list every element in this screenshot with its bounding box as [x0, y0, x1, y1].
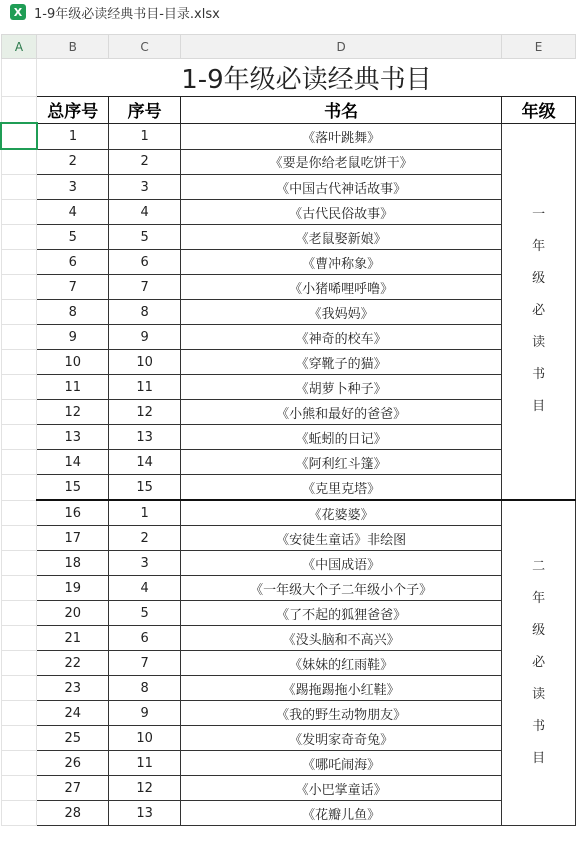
cell-no[interactable]: 6	[109, 626, 181, 651]
cell-total-no[interactable]: 6	[37, 250, 109, 275]
cell-a-title[interactable]	[1, 59, 37, 97]
window-titlebar	[0, 0, 576, 24]
cell-no[interactable]: 11	[109, 375, 181, 400]
cell-book-name[interactable]: 《神奇的校车》	[181, 325, 502, 350]
cell-a[interactable]	[1, 350, 37, 375]
cell-no[interactable]: 14	[109, 450, 181, 475]
table-row	[1, 676, 576, 701]
table-row	[1, 375, 576, 400]
spreadsheet-grid[interactable]	[0, 34, 576, 852]
cell-total-no[interactable]: 2	[37, 149, 109, 175]
cell-book-name[interactable]: 《老鼠娶新娘》	[181, 225, 502, 250]
cell-no[interactable]: 2	[109, 526, 181, 551]
cell-book-name[interactable]: 《我妈妈》	[181, 300, 502, 325]
cell-a[interactable]	[1, 651, 37, 676]
cell-total-no[interactable]: 24	[37, 701, 109, 726]
header-grade[interactable]: 年级	[502, 97, 576, 124]
cell-total-no[interactable]: 17	[37, 526, 109, 551]
cell-no[interactable]: 7	[109, 651, 181, 676]
cell-total-no[interactable]: 11	[37, 375, 109, 400]
cell-total-no[interactable]: 13	[37, 425, 109, 450]
cell-a[interactable]	[1, 801, 37, 826]
cell-no[interactable]: 13	[109, 801, 181, 826]
cell-total-no[interactable]: 12	[37, 400, 109, 425]
cell-book-name[interactable]: 《阿利红斗篷》	[181, 450, 502, 475]
grade-label[interactable]: 一 年 级 必 读 书 目	[502, 123, 576, 500]
cell-total-no[interactable]: 21	[37, 626, 109, 651]
cell-total-no[interactable]: 4	[37, 200, 109, 225]
cell-a[interactable]	[1, 500, 37, 526]
table-row	[1, 500, 576, 526]
cell-book-name[interactable]: 《曹冲称象》	[181, 250, 502, 275]
cell-book-name[interactable]: 《花瓣儿鱼》	[181, 801, 502, 826]
sheet-table	[0, 34, 576, 826]
cell-total-no[interactable]: 18	[37, 551, 109, 576]
table-row	[1, 601, 576, 626]
header-no[interactable]: 序号	[109, 97, 181, 124]
table-row	[1, 726, 576, 751]
table-row	[1, 400, 576, 425]
cell-no[interactable]: 8	[109, 676, 181, 701]
column-header-c[interactable]: C	[109, 35, 181, 59]
cell-no[interactable]: 12	[109, 776, 181, 801]
table-row	[1, 175, 576, 200]
cell-no[interactable]: 9	[109, 325, 181, 350]
cell-total-no[interactable]: 10	[37, 350, 109, 375]
cell-no[interactable]: 9	[109, 701, 181, 726]
toolbar-gap	[0, 24, 576, 34]
cell-no[interactable]: 15	[109, 475, 181, 501]
file-name: 1-9年级必读经典书目-目录.xlsx	[34, 6, 220, 22]
table-row	[1, 576, 576, 601]
column-header-b[interactable]: B	[37, 35, 109, 59]
cell-book-name[interactable]: 《落叶跳舞》	[181, 123, 502, 149]
cell-a[interactable]	[1, 149, 37, 175]
cell-book-name[interactable]: 《胡萝卜种子》	[181, 375, 502, 400]
cell-a[interactable]	[1, 300, 37, 325]
table-row	[1, 350, 576, 375]
table-row	[1, 425, 576, 450]
table-row	[1, 149, 576, 175]
table-row	[1, 801, 576, 826]
cell-a[interactable]	[1, 576, 37, 601]
table-row	[1, 526, 576, 551]
cell-book-name[interactable]: 《哪吒闹海》	[181, 751, 502, 776]
cell-total-no[interactable]: 28	[37, 801, 109, 826]
header-book[interactable]: 书名	[181, 97, 502, 124]
cell-total-no[interactable]: 27	[37, 776, 109, 801]
cell-total-no[interactable]: 8	[37, 300, 109, 325]
cell-a[interactable]	[1, 726, 37, 751]
table-row	[1, 475, 576, 501]
cell-no[interactable]: 13	[109, 425, 181, 450]
grade-label[interactable]: 二 年 级 必 读 书 目	[502, 500, 576, 826]
cell-a[interactable]	[1, 601, 37, 626]
column-header-row	[1, 35, 576, 59]
cell-a[interactable]	[1, 250, 37, 275]
table-row	[1, 551, 576, 576]
cell-a[interactable]	[1, 551, 37, 576]
table-row	[1, 701, 576, 726]
cell-book-name[interactable]: 《中国成语》	[181, 551, 502, 576]
cell-a[interactable]	[1, 325, 37, 350]
cell-book-name[interactable]: 《花婆婆》	[181, 500, 502, 526]
cell-total-no[interactable]: 1	[37, 123, 109, 149]
cell-no[interactable]: 5	[109, 225, 181, 250]
cell-book-name[interactable]: 《小巴掌童话》	[181, 776, 502, 801]
table-row	[1, 626, 576, 651]
cell-no[interactable]: 4	[109, 200, 181, 225]
cell-total-no[interactable]: 14	[37, 450, 109, 475]
cell-no[interactable]: 12	[109, 400, 181, 425]
cell-book-name[interactable]: 《没头脑和不高兴》	[181, 626, 502, 651]
cell-no[interactable]: 10	[109, 350, 181, 375]
column-header-d[interactable]: D	[181, 35, 502, 59]
cell-total-no[interactable]: 16	[37, 500, 109, 526]
sheet-title[interactable]: 1-9年级必读经典书目	[181, 65, 432, 95]
cell-a[interactable]	[1, 225, 37, 250]
cell-total-no[interactable]: 5	[37, 225, 109, 250]
cell-book-name[interactable]: 《穿靴子的猫》	[181, 350, 502, 375]
title-row	[1, 59, 576, 97]
cell-book-name[interactable]: 《安徒生童话》非绘图	[181, 526, 502, 551]
table-row	[1, 651, 576, 676]
cell-no[interactable]: 1	[109, 123, 181, 149]
cell-no[interactable]: 6	[109, 250, 181, 275]
table-row	[1, 300, 576, 325]
cell-book-name[interactable]: 《中国古代神话故事》	[181, 175, 502, 200]
table-row	[1, 751, 576, 776]
cell-total-no[interactable]: 23	[37, 676, 109, 701]
cell-no[interactable]: 3	[109, 551, 181, 576]
table-row	[1, 250, 576, 275]
cell-total-no[interactable]: 19	[37, 576, 109, 601]
cell-a[interactable]	[1, 626, 37, 651]
cell-a[interactable]	[1, 425, 37, 450]
cell-book-name[interactable]: 《了不起的狐狸爸爸》	[181, 601, 502, 626]
cell-a-header[interactable]	[1, 97, 37, 124]
cell-a[interactable]	[1, 200, 37, 225]
cell-book-name[interactable]: 《发明家奇奇兔》	[181, 726, 502, 751]
cell-a[interactable]	[1, 400, 37, 425]
cell-no[interactable]: 8	[109, 300, 181, 325]
table-row	[1, 123, 576, 149]
table-row	[1, 325, 576, 350]
cell-no[interactable]: 5	[109, 601, 181, 626]
cell-a[interactable]	[1, 751, 37, 776]
cell-book-name[interactable]: 《妹妹的红雨鞋》	[181, 651, 502, 676]
cell-a[interactable]	[1, 676, 37, 701]
cell-book-name[interactable]: 《踢拖踢拖小红鞋》	[181, 676, 502, 701]
cell-total-no[interactable]: 7	[37, 275, 109, 300]
cell-no[interactable]: 2	[109, 149, 181, 175]
header-total-no[interactable]: 总序号	[37, 97, 109, 124]
cell-a[interactable]	[1, 475, 37, 501]
cell-total-no[interactable]: 20	[37, 601, 109, 626]
cell-book-name[interactable]: 《古代民俗故事》	[181, 200, 502, 225]
table-row	[1, 225, 576, 250]
cell-book-name[interactable]: 《要是你给老鼠吃饼干》	[181, 149, 502, 175]
cell-book-name[interactable]: 《小猪唏哩呼噜》	[181, 275, 502, 300]
column-header-e[interactable]: E	[502, 35, 576, 59]
cell-no[interactable]: 11	[109, 751, 181, 776]
cell-a[interactable]	[1, 375, 37, 400]
table-row	[1, 450, 576, 475]
selected-cell[interactable]	[1, 123, 37, 149]
cell-a[interactable]	[1, 450, 37, 475]
cell-a[interactable]	[1, 275, 37, 300]
cell-a[interactable]	[1, 175, 37, 200]
cell-total-no[interactable]: 26	[37, 751, 109, 776]
header-row	[1, 97, 576, 124]
cell-no[interactable]: 1	[109, 500, 181, 526]
cell-total-no[interactable]: 22	[37, 651, 109, 676]
cell-book-name[interactable]: 《小熊和最好的爸爸》	[181, 400, 502, 425]
cell-no[interactable]: 10	[109, 726, 181, 751]
table-row	[1, 275, 576, 300]
cell-total-no[interactable]: 3	[37, 175, 109, 200]
cell-no[interactable]: 7	[109, 275, 181, 300]
cell-total-no[interactable]: 9	[37, 325, 109, 350]
cell-total-no[interactable]: 15	[37, 475, 109, 501]
cell-no[interactable]: 4	[109, 576, 181, 601]
cell-book-name[interactable]: 《克里克塔》	[181, 475, 502, 501]
cell-book-name[interactable]: 《我的野生动物朋友》	[181, 701, 502, 726]
table-row	[1, 200, 576, 225]
column-header-a[interactable]: A	[1, 35, 37, 59]
excel-file-icon: X	[10, 4, 26, 20]
table-row	[1, 776, 576, 801]
cell-no[interactable]: 3	[109, 175, 181, 200]
cell-total-no[interactable]: 25	[37, 726, 109, 751]
cell-a[interactable]	[1, 776, 37, 801]
cell-a[interactable]	[1, 526, 37, 551]
cell-a[interactable]	[1, 701, 37, 726]
cell-book-name[interactable]: 《一年级大个子二年级小个子》	[181, 576, 502, 601]
cell-book-name[interactable]: 《蚯蚓的日记》	[181, 425, 502, 450]
